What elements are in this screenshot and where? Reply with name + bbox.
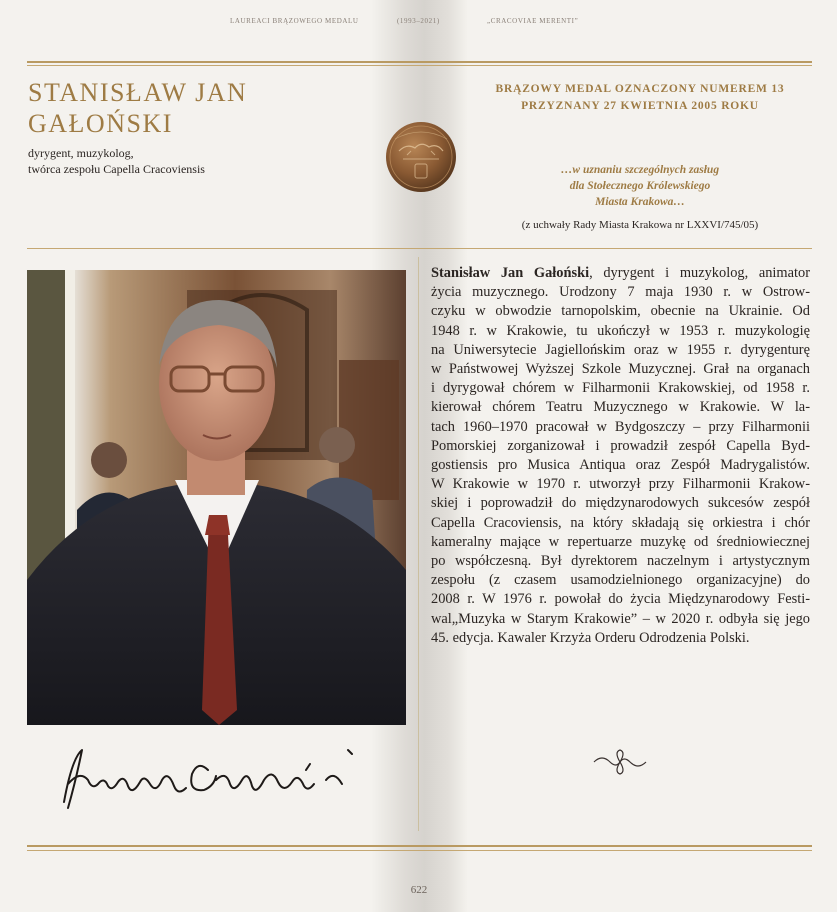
person-name-line2: GAŁOŃSKI	[28, 109, 173, 138]
role-line1: dyrygent, muzykolog,	[28, 146, 134, 160]
bio-line: W Krakowie w 1970 r. utworzył przy Filharmonii Krakow-	[431, 476, 810, 493]
bio-line: życia muzycznego. Urodzony 7 maja 1930 r. w Ostrow-	[431, 284, 810, 301]
person-name-line1: STANISŁAW JAN	[28, 78, 248, 107]
bio-line: wal„Muzyka w Starym Krakowie” – w 2020 r. odbyła się jego	[431, 610, 810, 627]
bio-line: kameralny mające w repertuarze muzykę od średniowiecznej	[431, 533, 810, 550]
flourish-ornament-icon	[592, 748, 648, 776]
citation-line1: …w uznaniu szczególnych zasług	[560, 164, 720, 176]
bio-line: tach 1960–1970 pracował w Bydgoszczy – przy Filharmonii	[431, 418, 810, 435]
bio-line: Pomorskiej zorganizował i prowadził zespół Capella Byd-	[431, 437, 810, 454]
award-source: (z uchwały Rady Miasta Krakowa nr LXXVI/745/05)	[521, 219, 759, 231]
bio-line: gostiensis pro Musica Antiqua oraz Zespół Madrygalistów.	[431, 457, 810, 474]
person-name	[28, 77, 247, 139]
bottom-rule	[27, 845, 812, 847]
biography-text	[431, 264, 810, 648]
bio-line: po współczesną. Był dyrektorem naczelnym i artystycznym	[431, 553, 810, 570]
top-rule	[27, 61, 812, 63]
running-head-right: „CRACOVIAE MERENTI”	[487, 17, 579, 25]
column-divider	[418, 257, 419, 831]
role-line2: twórca zespołu Capella Cracoviensis	[28, 162, 205, 176]
bio-line: zespołu (z czasem usamodzielnionego organizacyjne) do	[431, 572, 810, 589]
bio-line: i dyrygował chórem w Filharmonii Krakowskiej, od 1958 r.	[431, 380, 810, 397]
bio-line: skiej i poprowadził do międzynarodowych sukcesów zespół	[431, 495, 810, 512]
citation-line2: dla Stołecznego Królewskiego	[569, 180, 711, 192]
bio-line: 1948 r. w Krakowie, tu ukończył w 1953 r. muzykologię	[431, 322, 810, 339]
award-line2: PRZYZNANY 27 KWIETNIA 2005 ROKU	[521, 100, 759, 112]
person-roles	[28, 145, 288, 177]
page-number: 622	[410, 884, 428, 896]
bronze-medal-image	[385, 121, 457, 193]
running-head-center: (1993–2021)	[397, 17, 440, 25]
handwritten-signature	[58, 740, 378, 820]
running-head	[0, 17, 837, 29]
bio-line: Capella Cracoviensis, na który składają się orkiestra i chór	[431, 514, 810, 531]
top-rule-thin	[27, 65, 812, 66]
award-heading	[480, 81, 800, 115]
bio-line-last: 45. edycja. Kawaler Krzyża Orderu Odrodzenia Polski.	[431, 629, 750, 646]
award-citation	[480, 162, 800, 210]
bio-line: 2008 r. W 1976 r. powołał do życia Międzynarodowy Festi-	[431, 591, 810, 608]
bio-line: kierował chórem Teatru Muzycznego w Krakowie. W la-	[431, 399, 810, 416]
running-head-left: LAUREACI BRĄZOWEGO MEDALU	[230, 17, 359, 25]
portrait-photo	[27, 270, 406, 725]
citation-line3: Miasta Krakowa…	[595, 196, 685, 208]
bio-line: czyku w obwodzie tarnopolskim, obecnie na Ukrainie. Od	[431, 303, 810, 320]
section-rule	[27, 248, 812, 249]
bio-name-bold: Stanisław Jan Gałoński	[431, 265, 590, 281]
award-line1: BRĄZOWY MEDAL OZNACZONY NUMEREM 13	[495, 83, 785, 95]
portrait-illustration	[27, 270, 406, 725]
bottom-rule-thin	[27, 850, 812, 851]
bio-line: w Państwowej Wyższej Szkole Muzycznej. Grał na organach	[431, 361, 810, 378]
bio-line: Stanisław Jan Gałoński, dyrygent i muzykolog, animator	[431, 265, 810, 281]
bio-line: na Uniwersytecie Jagiellońskim oraz w 1955 r. dyrygenturę	[431, 341, 810, 358]
